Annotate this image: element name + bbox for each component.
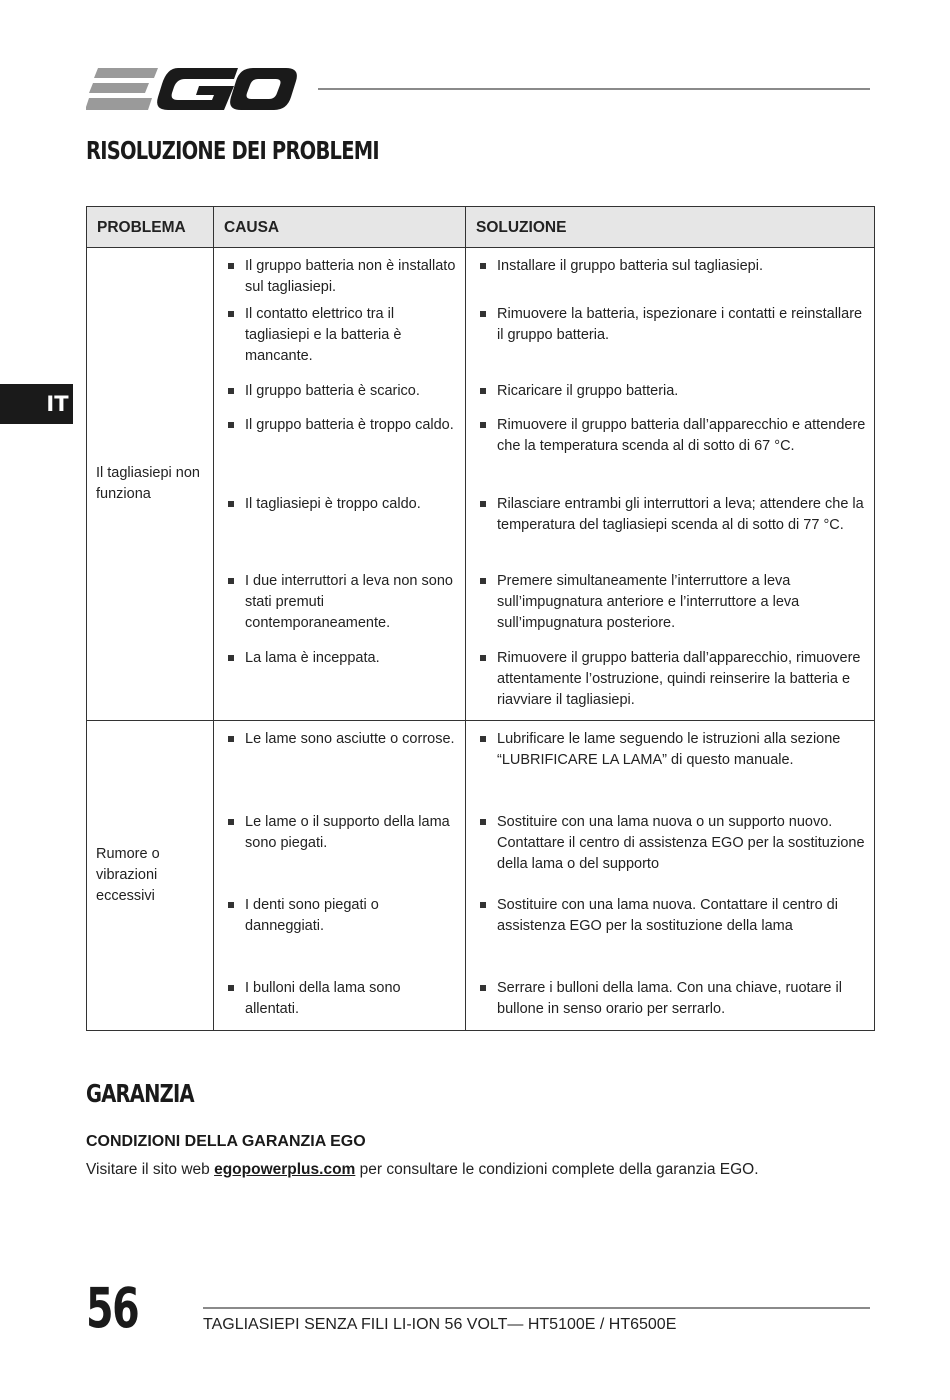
cause-cell xyxy=(214,721,466,1031)
cause-item: Il tagliasiepi è troppo caldo. xyxy=(224,494,457,571)
logo-letter-g xyxy=(157,68,238,110)
solution-item: Installare il gruppo batteria sul tagliasiepi. xyxy=(476,256,866,304)
solution-cell xyxy=(466,721,875,1031)
problem-cell: Rumore o vibrazioni eccessivi xyxy=(87,721,214,1031)
cause-item: Le lame sono asciutte o corrose. xyxy=(224,729,457,812)
solution-item: Sostituire con una lama nuova. Contattare il centro di assistenza EGO per la sostituzione della lama xyxy=(476,895,866,978)
table-row xyxy=(87,248,875,721)
header-solution: SOLUZIONE xyxy=(466,207,875,248)
solution-cell xyxy=(466,248,875,721)
header-rule xyxy=(318,88,870,90)
cause-item: I due interruttori a leva non sono stati premuti contemporaneamente. xyxy=(224,571,457,648)
table-header-row xyxy=(87,207,875,248)
solution-item: Lubrificare le lame seguendo le istruzioni alla sezione “LUBRIFICARE LA LAMA” di questo manuale. xyxy=(476,729,866,812)
troubleshooting-table xyxy=(86,206,875,1031)
solution-item: Sostituire con una lama nuova o un supporto nuovo. Contattare il centro di assistenza EGO per la sostituzione della lama o del supporto xyxy=(476,812,866,895)
solution-item: Rimuovere la batteria, ispezionare i contatti e reinstallare il gruppo batteria. xyxy=(476,304,866,381)
solution-item: Ricaricare il gruppo batteria. xyxy=(476,381,866,415)
header-problem: PROBLEMA xyxy=(87,207,214,248)
solution-item: Rilasciare entrambi gli interruttori a leva; attendere che la temperatura del tagliasiepi scenda al di sotto di 77 °C. xyxy=(476,494,866,571)
language-tab: IT xyxy=(0,384,73,424)
cause-item: Le lame o il supporto della lama sono piegati. xyxy=(224,812,457,895)
cause-item: Il gruppo batteria non è installato sul tagliasiepi. xyxy=(224,256,457,304)
troubleshooting-title: RISOLUZIONE DEI PROBLEMI xyxy=(86,136,379,165)
warranty-link[interactable]: egopowerplus.com xyxy=(214,1161,356,1178)
logo-letter-o xyxy=(230,68,297,110)
solution-item: Serrare i bulloni della lama. Con una chiave, ruotare il bullone in senso orario per serrarlo. xyxy=(476,978,866,1022)
warranty-title: GARANZIA xyxy=(86,1079,194,1108)
cause-item: I bulloni della lama sono allentati. xyxy=(224,978,457,1022)
solution-item: Premere simultaneamente l’interruttore a leva sull’impugnatura anteriore e l’interruttore a leva sull’impugnatura posteriore. xyxy=(476,571,866,648)
cause-item: Il contatto elettrico tra il tagliasiepi e la batteria è mancante. xyxy=(224,304,457,381)
page-number: 56 xyxy=(86,1276,139,1340)
solution-item: Rimuovere il gruppo batteria dall’apparecchio e attendere che la temperatura scenda al di sotto di 67 °C. xyxy=(476,415,866,494)
header-cause: CAUSA xyxy=(214,207,466,248)
logo-letter-e xyxy=(86,68,158,110)
cause-cell xyxy=(214,248,466,721)
cause-item: Il gruppo batteria è troppo caldo. xyxy=(224,415,457,494)
warranty-text xyxy=(86,1161,759,1179)
ego-logo xyxy=(86,64,298,114)
warranty-subtitle: CONDIZIONI DELLA GARANZIA EGO xyxy=(86,1133,366,1150)
problem-cell: Il tagliasiepi non funziona xyxy=(87,248,214,721)
warranty-text-after: per consultare le condizioni complete della garanzia EGO. xyxy=(355,1161,759,1178)
cause-item: I denti sono piegati o danneggiati. xyxy=(224,895,457,978)
table-row xyxy=(87,721,875,1031)
solution-item: Rimuovere il gruppo batteria dall’apparecchio, rimuovere attentamente l’ostruzione, quindi reinserire la batteria e riavviare il tagliasiepi. xyxy=(476,648,866,712)
cause-item: Il gruppo batteria è scarico. xyxy=(224,381,457,415)
footer-text: TAGLIASIEPI SENZA FILI LI-ION 56 VOLT— HT5100E / HT6500E xyxy=(203,1316,677,1333)
warranty-text-before: Visitare il sito web xyxy=(86,1161,215,1178)
footer-rule xyxy=(203,1307,870,1309)
cause-item: La lama è inceppata. xyxy=(224,648,457,712)
